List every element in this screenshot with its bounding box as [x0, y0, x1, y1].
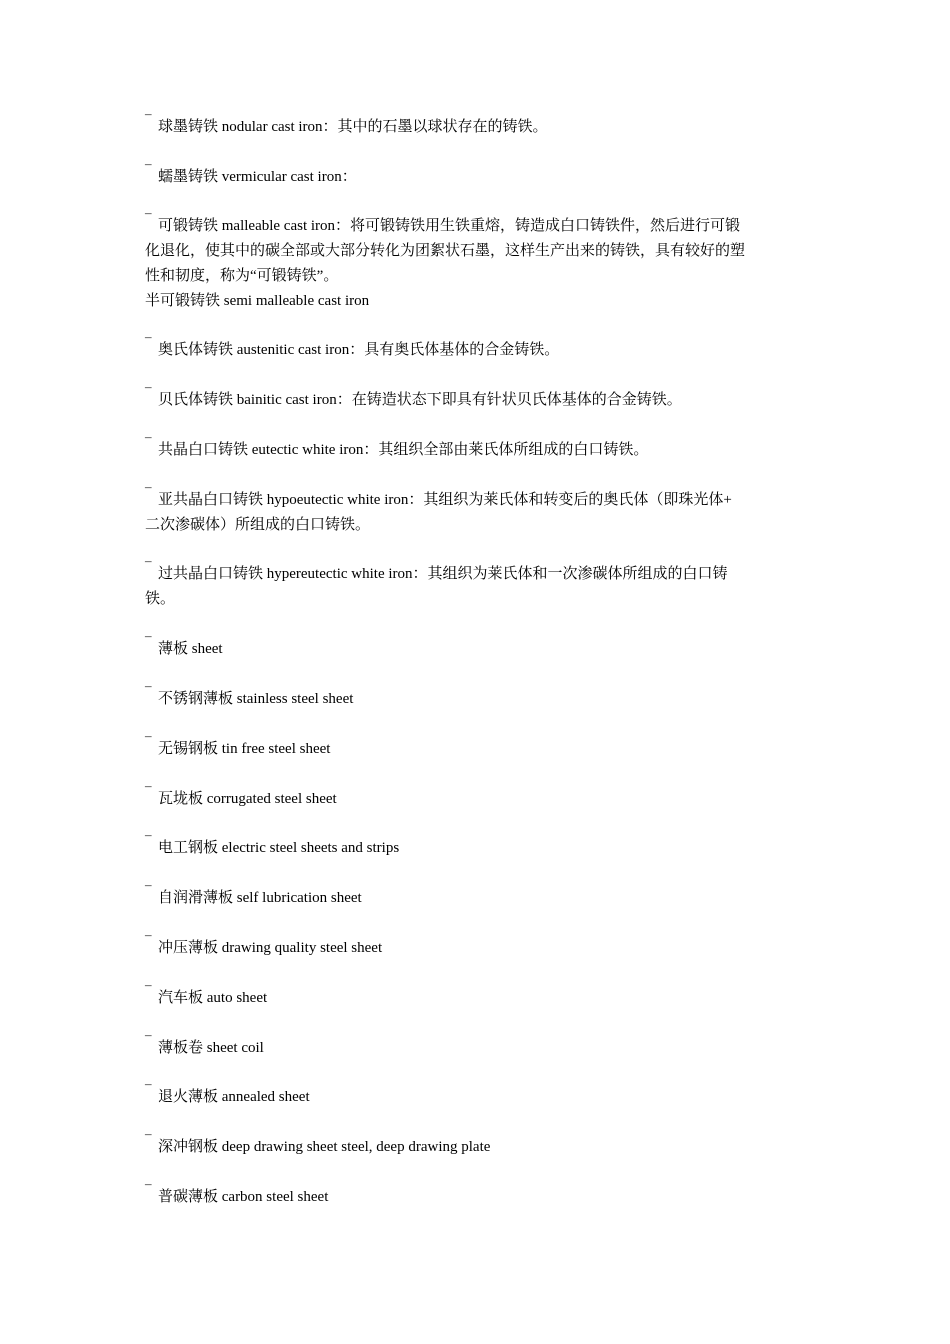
bullet-mark: ¯: [145, 335, 152, 350]
entry-text: 薄板卷 sheet coil: [158, 1040, 264, 1056]
entry-eutectic-white-iron: [145, 435, 810, 463]
bullet-mark: ¯: [145, 883, 152, 898]
entry-text: 冲压薄板 drawing quality steel sheet: [158, 940, 383, 956]
entry-text: 铁。: [145, 591, 176, 607]
entry-text: 不锈钢薄板 stainless steel sheet: [158, 691, 354, 707]
bullet-mark: ¯: [145, 211, 152, 226]
bullet-mark: ¯: [145, 1033, 152, 1048]
entry-malleable-cast-iron-cont-1: [145, 239, 810, 264]
bullet-mark: ¯: [145, 435, 152, 450]
bullet-mark: ¯: [145, 385, 152, 400]
entry-sheet-coil: [145, 1033, 810, 1061]
entry-tin-free-steel-sheet: [145, 734, 810, 762]
entry-semi-malleable-cast-iron: [145, 289, 810, 314]
bullet-mark: ¯: [145, 485, 152, 500]
entry-text: 薄板 sheet: [158, 641, 223, 657]
entry-sheet: [145, 634, 810, 662]
entry-text: 球墨铸铁 nodular cast iron：其中的石墨以球状存在的铸铁。: [158, 119, 548, 135]
bullet-mark: ¯: [145, 559, 152, 574]
entry-text: 自润滑薄板 self lubrication sheet: [158, 890, 362, 906]
entry-hypereutectic-white-iron-cont: [145, 587, 810, 612]
entry-bainitic-cast-iron: [145, 385, 810, 413]
entry-auto-sheet: [145, 983, 810, 1011]
entry-text: 共晶白口铸铁 eutectic white iron：其组织全部由莱氏体所组成的白口铸铁。: [158, 442, 649, 458]
entry-drawing-quality-steel-sheet: [145, 933, 810, 961]
entry-text: 亚共晶白口铸铁 hypoeutectic white iron：其组织为莱氏体和转变后的奥氏体（即珠光体+: [158, 492, 732, 508]
bullet-mark: ¯: [145, 1082, 152, 1097]
entry-hypoeutectic-white-iron-cont: [145, 513, 810, 538]
bullet-mark: ¯: [145, 1182, 152, 1197]
bullet-mark: ¯: [145, 112, 152, 127]
entry-stainless-steel-sheet: [145, 684, 810, 712]
entry-annealed-sheet: [145, 1082, 810, 1110]
bullet-mark: ¯: [145, 162, 152, 177]
entry-text: 过共晶白口铸铁 hypereutectic white iron：其组织为莱氏体和一次渗碳体所组成的白口铸: [158, 566, 728, 582]
entry-corrugated-steel-sheet: [145, 784, 810, 812]
bullet-mark: ¯: [145, 684, 152, 699]
entry-text: 半可锻铸铁 semi malleable cast iron: [145, 293, 370, 309]
entry-hypereutectic-white-iron: [145, 559, 810, 587]
entry-text: 可锻铸铁 malleable cast iron：将可锻铸铁用生铁重熔，铸造成白口铸铁件，然后进行可锻: [158, 218, 741, 234]
entry-carbon-steel-sheet: [145, 1182, 810, 1210]
entry-self-lubrication-sheet: [145, 883, 810, 911]
entry-text: 电工钢板 electric steel sheets and strips: [158, 840, 400, 856]
entry-text: 贝氏体铸铁 bainitic cast iron：在铸造状态下即具有针状贝氏体基体的合金铸铁。: [158, 392, 682, 408]
entry-text: 汽车板 auto sheet: [158, 990, 268, 1006]
bullet-mark: ¯: [145, 784, 152, 799]
bullet-mark: ¯: [145, 933, 152, 948]
entry-nodular-cast-iron: [145, 112, 810, 140]
entry-text: 深冲钢板 deep drawing sheet steel, deep drawing plate: [158, 1139, 491, 1155]
entry-text: 瓦垅板 corrugated steel sheet: [158, 791, 337, 807]
bullet-mark: ¯: [145, 983, 152, 998]
entry-vermicular-cast-iron: [145, 162, 810, 190]
entry-deep-drawing-sheet-steel: [145, 1132, 810, 1160]
entry-text: 性和韧度，称为“可锻铸铁”。: [145, 268, 339, 284]
bullet-mark: ¯: [145, 734, 152, 749]
entry-text: 奥氏体铸铁 austenitic cast iron：具有奥氏体基体的合金铸铁。: [158, 342, 560, 358]
entry-text: 无锡钢板 tin free steel sheet: [158, 741, 331, 757]
entry-text: 普碳薄板 carbon steel sheet: [158, 1189, 329, 1205]
entry-electric-steel-sheets: [145, 833, 810, 861]
bullet-mark: ¯: [145, 833, 152, 848]
entry-text: 退火薄板 annealed sheet: [158, 1089, 310, 1105]
entry-hypoeutectic-white-iron: [145, 485, 810, 513]
entry-austenitic-cast-iron: [145, 335, 810, 363]
entry-malleable-cast-iron-cont-2: [145, 264, 810, 289]
entry-text: 蠕墨铸铁 vermicular cast iron：: [158, 169, 357, 185]
entry-text: 二次渗碳体）所组成的白口铸铁。: [145, 517, 371, 533]
bullet-mark: ¯: [145, 634, 152, 649]
entry-malleable-cast-iron: [145, 211, 810, 239]
entry-text: 化退化，使其中的碳全部或大部分转化为团絮状石墨，这样生产出来的铸铁，具有较好的塑: [145, 243, 746, 259]
bullet-mark: ¯: [145, 1132, 152, 1147]
